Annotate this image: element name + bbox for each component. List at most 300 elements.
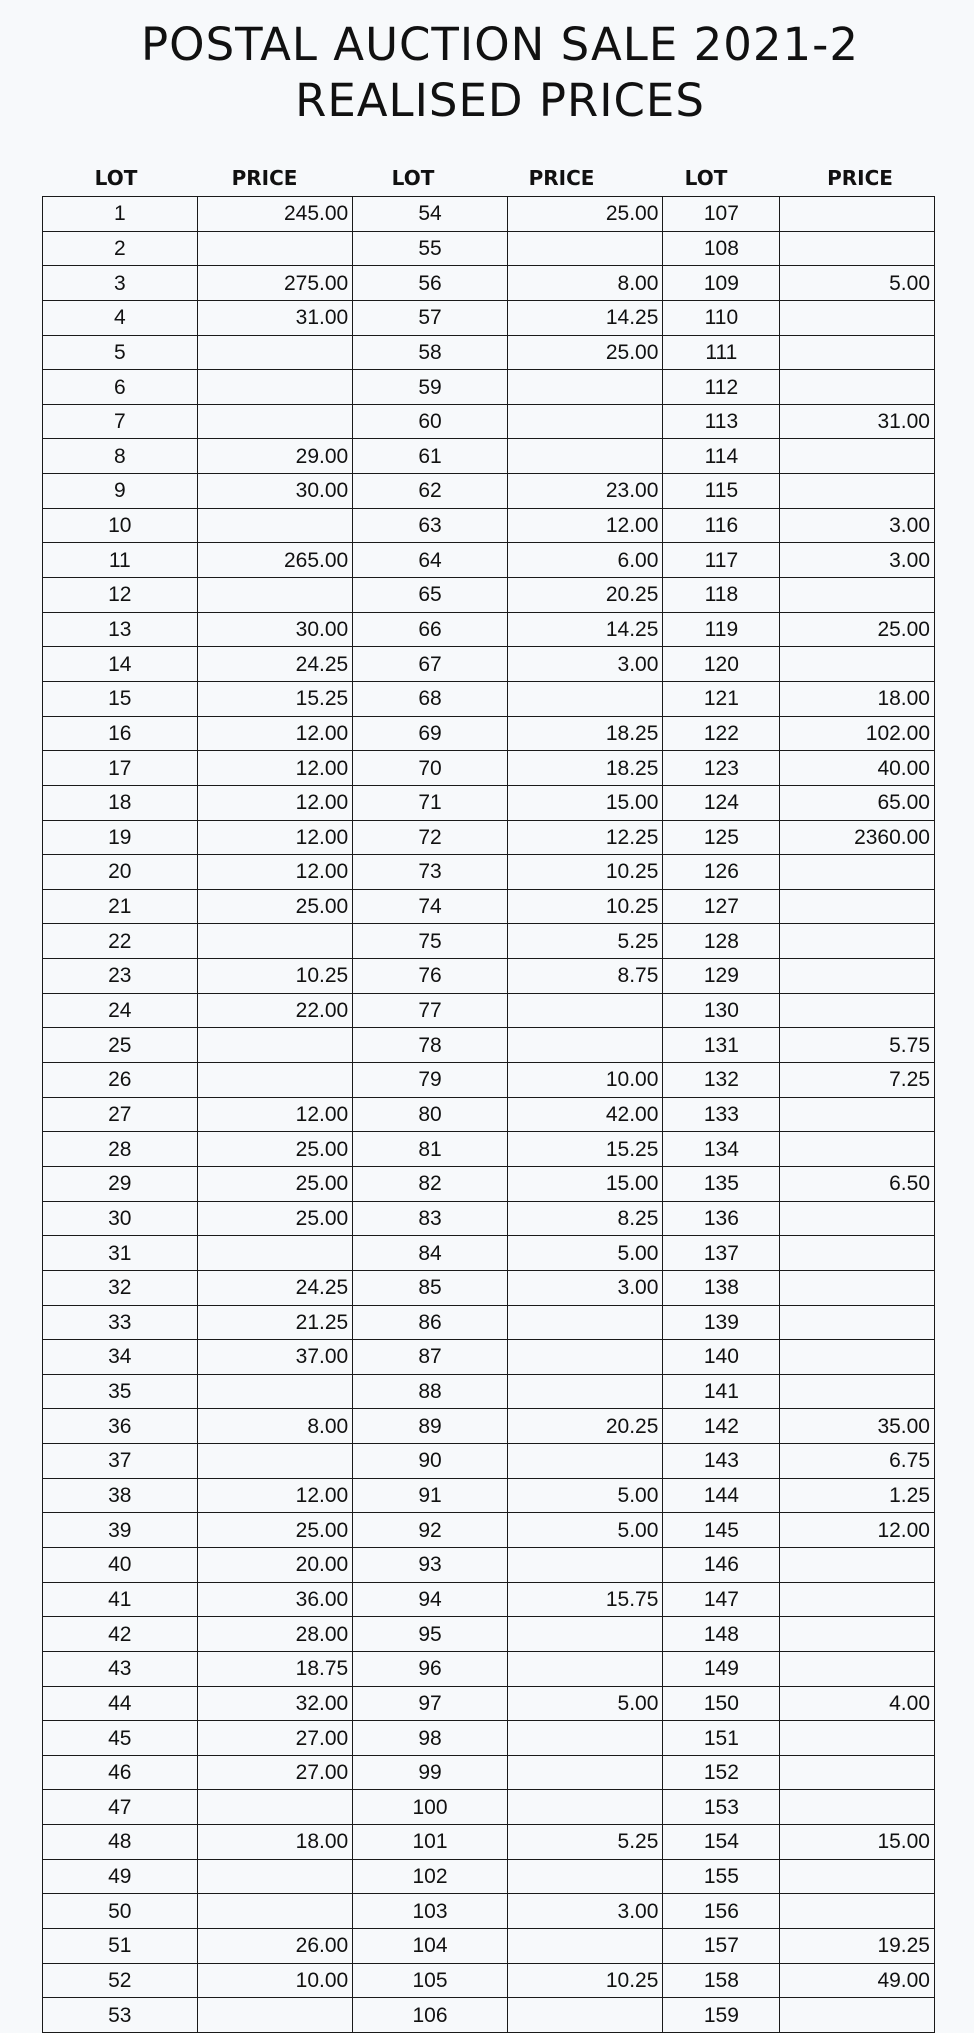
realised-price: 10.25: [507, 889, 663, 924]
column-headers: [0, 166, 974, 194]
table-row: [43, 266, 935, 301]
lot-number: 49: [43, 1859, 198, 1894]
lot-number: 128: [663, 924, 780, 959]
realised-price: [780, 1305, 935, 1340]
realised-price: 32.00: [197, 1686, 353, 1721]
lot-number: 42: [43, 1617, 198, 1652]
lot-number: 6: [43, 370, 198, 405]
realised-price: 14.25: [507, 300, 663, 335]
realised-price: 10.00: [507, 1063, 663, 1098]
realised-price: 10.25: [197, 959, 353, 994]
realised-price: [507, 370, 663, 405]
realised-price: 15.25: [197, 681, 353, 716]
realised-price: [780, 1340, 935, 1375]
realised-price: 65.00: [780, 785, 935, 820]
lot-number: 141: [663, 1374, 780, 1409]
lot-number: 114: [663, 439, 780, 474]
realised-price: 29.00: [197, 439, 353, 474]
realised-price: [780, 1547, 935, 1582]
realised-price: 5.00: [507, 1513, 663, 1548]
realised-price: [507, 1790, 663, 1825]
realised-price: 25.00: [197, 889, 353, 924]
realised-price: 1.25: [780, 1478, 935, 1513]
lot-number: 86: [353, 1305, 508, 1340]
lot-number: 8: [43, 439, 198, 474]
realised-price: 10.25: [507, 855, 663, 890]
realised-price: 3.00: [507, 647, 663, 682]
realised-price: 10.25: [507, 1963, 663, 1998]
page-title: POSTAL AUCTION SALE 2021-2: [141, 18, 859, 71]
lot-number: 136: [663, 1201, 780, 1236]
realised-price: 18.75: [197, 1651, 353, 1686]
realised-price: 12.00: [197, 820, 353, 855]
table-row: [43, 370, 935, 405]
realised-price: [780, 993, 935, 1028]
realised-price: [780, 1097, 935, 1132]
lot-number: 120: [663, 647, 780, 682]
realised-price: [507, 1755, 663, 1790]
lot-number: 80: [353, 1097, 508, 1132]
realised-price: [780, 1998, 935, 2033]
lot-number: 44: [43, 1686, 198, 1721]
lot-number: 146: [663, 1547, 780, 1582]
lot-number: 117: [663, 543, 780, 578]
lot-number: 9: [43, 474, 198, 509]
table-row: [43, 1929, 935, 1964]
realised-price: 21.25: [197, 1305, 353, 1340]
lot-number: 54: [353, 197, 508, 232]
realised-price: [780, 1790, 935, 1825]
table-row: [43, 681, 935, 716]
realised-price: 5.25: [507, 924, 663, 959]
table-row: [43, 1755, 935, 1790]
realised-price: [507, 1444, 663, 1479]
lot-number: 139: [663, 1305, 780, 1340]
realised-price: [197, 335, 353, 370]
table-row: [43, 404, 935, 439]
lot-number: 116: [663, 508, 780, 543]
realised-price: 5.25: [507, 1825, 663, 1860]
lot-number: 95: [353, 1617, 508, 1652]
realised-price: 25.00: [197, 1513, 353, 1548]
table-row: [43, 855, 935, 890]
realised-price: 265.00: [197, 543, 353, 578]
realised-price: [780, 959, 935, 994]
realised-price: 42.00: [507, 1097, 663, 1132]
realised-price: [507, 1998, 663, 2033]
table-row: [43, 1582, 935, 1617]
lot-number: 21: [43, 889, 198, 924]
table-row: [43, 1166, 935, 1201]
lot-number: 24: [43, 993, 198, 1028]
lot-number: 1: [43, 197, 198, 232]
realised-price: 27.00: [197, 1755, 353, 1790]
lot-number: 147: [663, 1582, 780, 1617]
lot-number: 67: [353, 647, 508, 682]
table-row: [43, 1859, 935, 1894]
lot-number: 40: [43, 1547, 198, 1582]
lot-number: 46: [43, 1755, 198, 1790]
realised-price: 245.00: [197, 197, 353, 232]
lot-number: 76: [353, 959, 508, 994]
lot-number: 92: [353, 1513, 508, 1548]
realised-price: 18.25: [507, 751, 663, 786]
results-table-body: [43, 197, 935, 2033]
realised-price: 5.75: [780, 1028, 935, 1063]
table-row: [43, 474, 935, 509]
table-row: [43, 1409, 935, 1444]
lot-number: 83: [353, 1201, 508, 1236]
lot-number: 144: [663, 1478, 780, 1513]
lot-number: 90: [353, 1444, 508, 1479]
realised-price: [780, 1201, 935, 1236]
lot-number: 61: [353, 439, 508, 474]
realised-price: [780, 1374, 935, 1409]
lot-number: 52: [43, 1963, 198, 1998]
realised-price: 19.25: [780, 1929, 935, 1964]
realised-price: [780, 1651, 935, 1686]
lot-number: 36: [43, 1409, 198, 1444]
realised-price: [507, 1374, 663, 1409]
realised-price: 15.00: [507, 1166, 663, 1201]
table-row: [43, 1998, 935, 2033]
lot-number: 100: [353, 1790, 508, 1825]
lot-number: 4: [43, 300, 198, 335]
lot-number: 68: [353, 681, 508, 716]
price-header-1: PRICE: [231, 166, 298, 190]
lot-number: 33: [43, 1305, 198, 1340]
table-row: [43, 1686, 935, 1721]
realised-price: [507, 439, 663, 474]
lot-number: 53: [43, 1998, 198, 2033]
realised-price: [780, 1617, 935, 1652]
realised-price: 25.00: [197, 1166, 353, 1201]
realised-price: [197, 1998, 353, 2033]
lot-number: 27: [43, 1097, 198, 1132]
realised-price: 12.00: [197, 855, 353, 890]
realised-price: 40.00: [780, 751, 935, 786]
lot-number: 82: [353, 1166, 508, 1201]
realised-price: [197, 1236, 353, 1271]
lot-number: 126: [663, 855, 780, 890]
lot-number: 79: [353, 1063, 508, 1098]
table-row: [43, 1305, 935, 1340]
table-row: [43, 197, 935, 232]
realised-price: [507, 681, 663, 716]
table-row: [43, 751, 935, 786]
realised-price: [780, 889, 935, 924]
realised-price: 275.00: [197, 266, 353, 301]
lot-number: 18: [43, 785, 198, 820]
lot-number: 124: [663, 785, 780, 820]
lot-number: 93: [353, 1547, 508, 1582]
lot-number: 41: [43, 1582, 198, 1617]
lot-number: 158: [663, 1963, 780, 1998]
lot-number: 156: [663, 1894, 780, 1929]
lot-number: 20: [43, 855, 198, 890]
realised-price: [197, 1028, 353, 1063]
lot-header-3: LOT: [684, 166, 728, 190]
lot-number: 74: [353, 889, 508, 924]
realised-price: 4.00: [780, 1686, 935, 1721]
lot-number: 28: [43, 1132, 198, 1167]
lot-number: 12: [43, 578, 198, 613]
lot-number: 153: [663, 1790, 780, 1825]
realised-price: [197, 1063, 353, 1098]
lot-number: 64: [353, 543, 508, 578]
table-row: [43, 1721, 935, 1756]
realised-price: [197, 1444, 353, 1479]
table-row: [43, 1894, 935, 1929]
lot-number: 51: [43, 1929, 198, 1964]
table-row: [43, 578, 935, 613]
lot-number: 154: [663, 1825, 780, 1860]
lot-number: 134: [663, 1132, 780, 1167]
table-row: [43, 993, 935, 1028]
realised-price: 3.00: [780, 543, 935, 578]
realised-price: 15.00: [780, 1825, 935, 1860]
lot-number: 5: [43, 335, 198, 370]
table-row: [43, 1270, 935, 1305]
realised-price: [507, 1305, 663, 1340]
lot-number: 73: [353, 855, 508, 890]
table-row: [43, 1028, 935, 1063]
realised-price: [507, 1340, 663, 1375]
realised-price: 12.00: [197, 751, 353, 786]
table-row: [43, 612, 935, 647]
table-row: [43, 820, 935, 855]
table-row: [43, 1513, 935, 1548]
lot-number: 111: [663, 335, 780, 370]
realised-price: 24.25: [197, 647, 353, 682]
realised-price: [780, 1132, 935, 1167]
table-row: [43, 1617, 935, 1652]
realised-price: 28.00: [197, 1617, 353, 1652]
lot-number: 119: [663, 612, 780, 647]
lot-number: 157: [663, 1929, 780, 1964]
table-row: [43, 508, 935, 543]
realised-price: [507, 1651, 663, 1686]
realised-price: [780, 1755, 935, 1790]
realised-price: [507, 1929, 663, 1964]
realised-price: 36.00: [197, 1582, 353, 1617]
realised-price: [780, 1582, 935, 1617]
lot-number: 60: [353, 404, 508, 439]
lot-number: 105: [353, 1963, 508, 1998]
realised-price: 12.00: [780, 1513, 935, 1548]
lot-number: 72: [353, 820, 508, 855]
realised-price: 18.00: [197, 1825, 353, 1860]
table-row: [43, 1444, 935, 1479]
lot-number: 70: [353, 751, 508, 786]
lot-number: 137: [663, 1236, 780, 1271]
lot-number: 2: [43, 231, 198, 266]
table-row: [43, 785, 935, 820]
lot-number: 39: [43, 1513, 198, 1548]
lot-number: 121: [663, 681, 780, 716]
lot-number: 3: [43, 266, 198, 301]
realised-price: 5.00: [507, 1478, 663, 1513]
lot-number: 14: [43, 647, 198, 682]
lot-number: 148: [663, 1617, 780, 1652]
realised-price: [780, 439, 935, 474]
realised-price: [780, 231, 935, 266]
lot-number: 150: [663, 1686, 780, 1721]
table-row: [43, 647, 935, 682]
lot-number: 63: [353, 508, 508, 543]
realised-price: [197, 924, 353, 959]
lot-number: 159: [663, 1998, 780, 2033]
lot-number: 62: [353, 474, 508, 509]
realised-price: 31.00: [197, 300, 353, 335]
realised-price: [197, 508, 353, 543]
lot-number: 91: [353, 1478, 508, 1513]
lot-number: 145: [663, 1513, 780, 1548]
lot-number: 104: [353, 1929, 508, 1964]
realised-price: 12.00: [197, 1097, 353, 1132]
realised-price: [780, 1894, 935, 1929]
realised-price: 15.25: [507, 1132, 663, 1167]
results-table: [42, 196, 935, 2033]
lot-number: 48: [43, 1825, 198, 1860]
lot-number: 106: [353, 1998, 508, 2033]
realised-price: 31.00: [780, 404, 935, 439]
lot-number: 135: [663, 1166, 780, 1201]
table-row: [43, 1963, 935, 1998]
page-subtitle: REALISED PRICES: [295, 74, 705, 127]
table-row: [43, 1478, 935, 1513]
lot-number: 15: [43, 681, 198, 716]
realised-price: [780, 855, 935, 890]
realised-price: 25.00: [197, 1132, 353, 1167]
realised-price: [507, 1721, 663, 1756]
lot-number: 88: [353, 1374, 508, 1409]
table-row: [43, 924, 935, 959]
lot-number: 110: [663, 300, 780, 335]
realised-price: [780, 370, 935, 405]
realised-price: [197, 231, 353, 266]
table-row: [43, 1201, 935, 1236]
lot-number: 113: [663, 404, 780, 439]
table-row: [43, 231, 935, 266]
realised-price: 12.00: [197, 716, 353, 751]
realised-price: 27.00: [197, 1721, 353, 1756]
lot-number: 50: [43, 1894, 198, 1929]
realised-price: 8.00: [197, 1409, 353, 1444]
lot-number: 89: [353, 1409, 508, 1444]
lot-number: 19: [43, 820, 198, 855]
realised-price: [507, 993, 663, 1028]
lot-number: 140: [663, 1340, 780, 1375]
lot-number: 22: [43, 924, 198, 959]
realised-price: 5.00: [507, 1686, 663, 1721]
lot-number: 31: [43, 1236, 198, 1271]
realised-price: 30.00: [197, 612, 353, 647]
price-header-3: PRICE: [827, 166, 893, 190]
lot-number: 96: [353, 1651, 508, 1686]
table-row: [43, 1790, 935, 1825]
realised-price: 14.25: [507, 612, 663, 647]
realised-price: 3.00: [507, 1270, 663, 1305]
realised-price: [507, 404, 663, 439]
lot-number: 56: [353, 266, 508, 301]
lot-number: 103: [353, 1894, 508, 1929]
realised-price: 37.00: [197, 1340, 353, 1375]
realised-price: 5.00: [507, 1236, 663, 1271]
lot-number: 143: [663, 1444, 780, 1479]
lot-number: 55: [353, 231, 508, 266]
lot-number: 101: [353, 1825, 508, 1860]
realised-price: [197, 1859, 353, 1894]
realised-price: 8.00: [507, 266, 663, 301]
lot-number: 94: [353, 1582, 508, 1617]
price-header-2: PRICE: [528, 166, 595, 190]
realised-price: [780, 1721, 935, 1756]
lot-number: 108: [663, 231, 780, 266]
table-row: [43, 1340, 935, 1375]
realised-price: [197, 404, 353, 439]
lot-number: 16: [43, 716, 198, 751]
realised-price: 22.00: [197, 993, 353, 1028]
table-row: [43, 1374, 935, 1409]
realised-price: 6.50: [780, 1166, 935, 1201]
realised-price: [507, 1028, 663, 1063]
realised-price: 35.00: [780, 1409, 935, 1444]
realised-price: 102.00: [780, 716, 935, 751]
lot-number: 125: [663, 820, 780, 855]
lot-number: 112: [663, 370, 780, 405]
lot-number: 25: [43, 1028, 198, 1063]
realised-price: [507, 1617, 663, 1652]
lot-number: 97: [353, 1686, 508, 1721]
lot-number: 118: [663, 578, 780, 613]
lot-number: 45: [43, 1721, 198, 1756]
lot-number: 109: [663, 266, 780, 301]
lot-number: 11: [43, 543, 198, 578]
table-row: [43, 959, 935, 994]
realised-price: 20.25: [507, 578, 663, 613]
realised-price: 12.00: [197, 1478, 353, 1513]
realised-price: 6.00: [507, 543, 663, 578]
realised-price: [197, 578, 353, 613]
lot-number: 7: [43, 404, 198, 439]
realised-price: [507, 1547, 663, 1582]
realised-price: [197, 370, 353, 405]
lot-number: 35: [43, 1374, 198, 1409]
lot-number: 149: [663, 1651, 780, 1686]
lot-number: 34: [43, 1340, 198, 1375]
realised-price: 25.00: [780, 612, 935, 647]
lot-number: 78: [353, 1028, 508, 1063]
realised-price: 15.00: [507, 785, 663, 820]
realised-price: 25.00: [507, 335, 663, 370]
realised-price: 12.25: [507, 820, 663, 855]
table-row: [43, 1825, 935, 1860]
lot-number: 38: [43, 1478, 198, 1513]
realised-price: [780, 197, 935, 232]
table-row: [43, 1547, 935, 1582]
realised-price: 18.25: [507, 716, 663, 751]
lot-number: 57: [353, 300, 508, 335]
realised-price: 18.00: [780, 681, 935, 716]
lot-number: 71: [353, 785, 508, 820]
realised-price: 25.00: [507, 197, 663, 232]
realised-price: 3.00: [780, 508, 935, 543]
realised-price: [780, 474, 935, 509]
lot-number: 98: [353, 1721, 508, 1756]
lot-number: 130: [663, 993, 780, 1028]
realised-price: 10.00: [197, 1963, 353, 1998]
